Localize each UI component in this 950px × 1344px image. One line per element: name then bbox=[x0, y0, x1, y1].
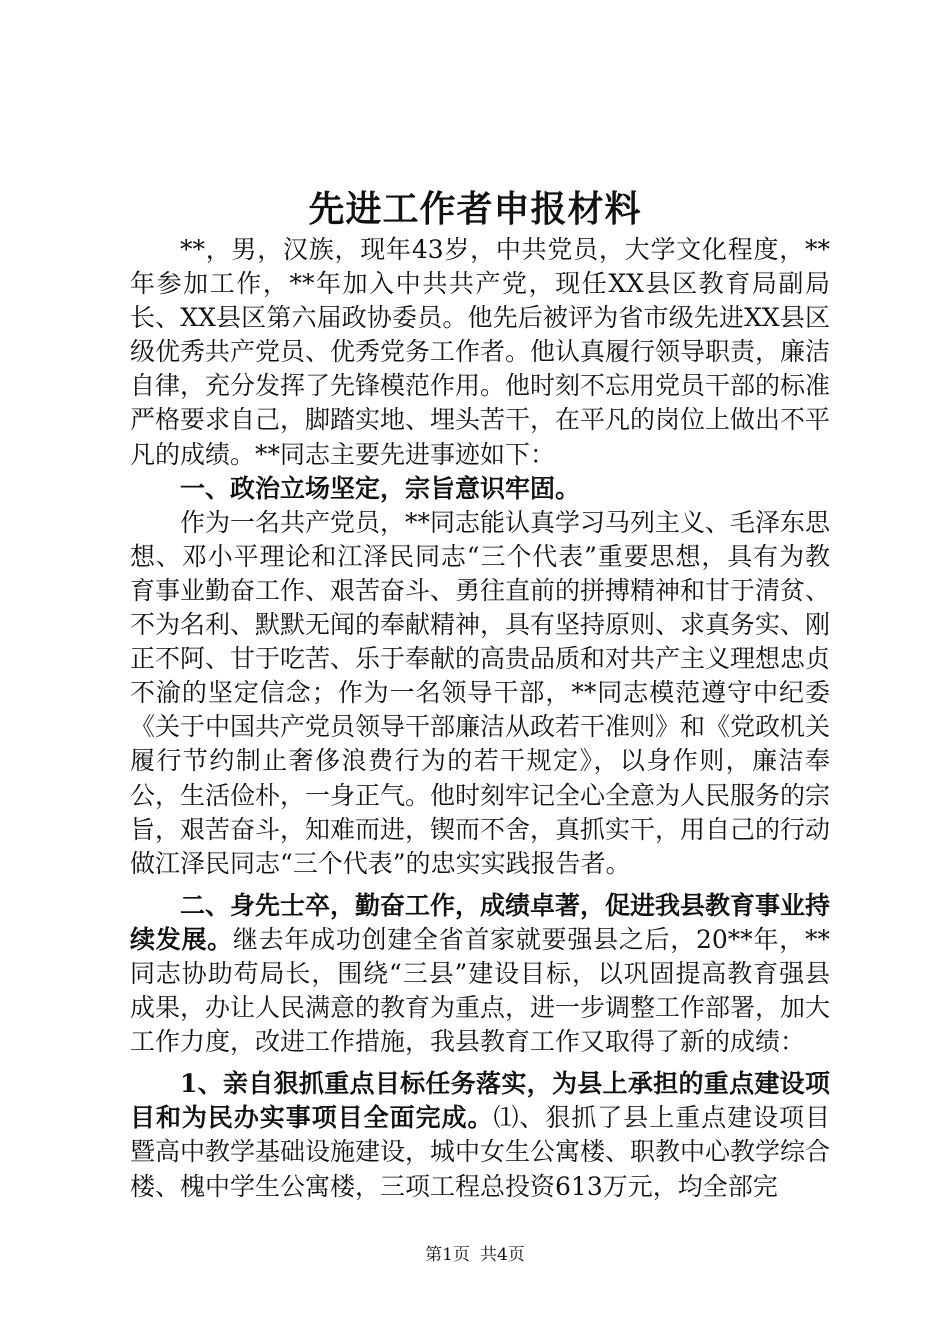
section-heading-2: 二、身先士卒，勤奋工作，成绩卓著，促进我县教育事业持续发展。 bbox=[130, 890, 831, 954]
subsection-1-paragraph bbox=[130, 1067, 830, 1203]
section-2-text: 继去年成功创建全省首家就要强县之后，20**年，**同志协助苟局长，围绕“三县”建设目标，以巩固提高教育强县成果，办让人民满意的教育为重点，进一步调整工作部署，加大工作力度，改进工作措施，我县教育工作又取得了新的成绩： bbox=[130, 924, 831, 1057]
section-heading-1: 一、政治立场坚定，宗旨意识牢固。 bbox=[180, 473, 581, 503]
subsection-heading-1: 1、亲自狠抓重点目标任务落实，为县上承担的重点建设项目和为民办实事项目全面完成。 bbox=[130, 1069, 830, 1133]
page-footer bbox=[0, 1243, 950, 1267]
section-1-paragraph: 作为一名共产党员，**同志能认真学习马列主义、毛泽东思想、邓小平理论和江泽民同志“三个代表”重要思想，具有为教育事业勤奋工作、艰苦奋斗、勇往直前的拼搏精神和甘于清贫、不为名利、默默无闻的奉献精神，具有坚持原则、求真务实、刚正不阿、甘于吃苦、乐于奉献的高贵品质和对共产主义理想忠贞不渝的坚定信念；作为一名领导干部，**同志模范遵守中纪委《关于中国共产党员领导干部廉洁从政若干准则》和《党政机关履行节约制止奢侈浪费行为的若干规定》，以身作则，廉洁奉公，生活俭朴，一身正气。他时刻牢记全心全意为人民服务的宗旨，艰苦奋斗，知难而进，锲而不舍，真抓实干，用自己的行动做江泽民同志“三个代表”的忠实实践报告者。 bbox=[130, 507, 831, 878]
document-title: 先进工作者申报材料 bbox=[308, 188, 642, 230]
page-number: 第1页 bbox=[425, 1245, 470, 1265]
page-total: 共4页 bbox=[480, 1245, 525, 1265]
subsection-1-text: ⑴、狠抓了县上重点建设项目暨高中教学基础设施建设，城中女生公寓楼、职教中心教学综合楼、槐中学生公寓楼，三项工程总投资613万元，均全部完 bbox=[130, 1103, 831, 1201]
intro-paragraph: **，男，汉族，现年43岁，中共党员，大学文化程度，**年参加工作，**年加入中共共产党，现任XX县区教育局副局长、XX县区第六届政协委员。他先后被评为省市级先进XX县区级优秀共产党员、优秀党务工作者。他认真履行领导职责，廉洁自律，充分发挥了先锋模范作用。他时刻不忘用党员干部的标准严格要求自己，脚踏实地、埋头苦干，在平凡的岗位上做出不平凡的成绩。**同志主要先进事迹如下： bbox=[130, 235, 831, 469]
section-2-paragraph bbox=[130, 889, 830, 1059]
document-body bbox=[130, 233, 830, 1204]
